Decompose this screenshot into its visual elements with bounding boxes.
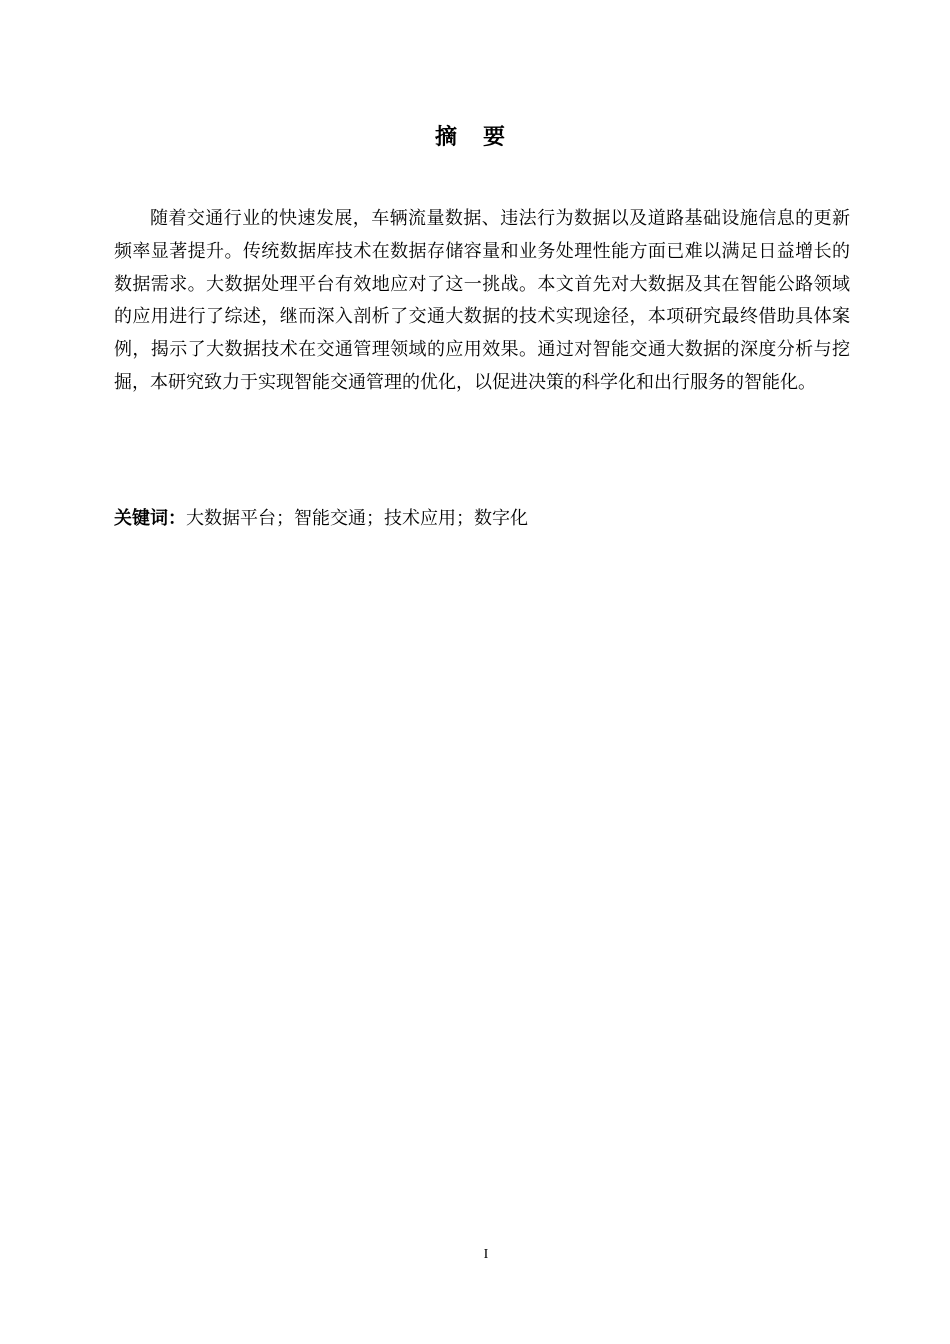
keywords-label: 关键词： <box>114 508 186 529</box>
keywords-list: 大数据平台；智能交通；技术应用；数字化 <box>186 508 528 529</box>
page-number: I <box>483 1247 489 1262</box>
keywords-line <box>114 503 850 535</box>
abstract-title: 摘要 <box>434 125 531 150</box>
abstract-body: 随着交通行业的快速发展，车辆流量数据、违法行为数据以及道路基础设施信息的更新频率显著提升。传统数据库技术在数据存储容量和业务处理性能方面已难以满足日益增长的数据需求。大数据处理平台有效地应对了这一挑战。本文首先对大数据及其在智能公路领域的应用进行了综述，继而深入剖析了交通大数据的技术实现途径，本项研究最终借助具体案例，揭示了大数据技术在交通管理领域的应用效果。通过对智能交通大数据的深度分析与挖掘，本研究致力于实现智能交通管理的优化，以促进决策的科学化和出行服务的智能化。 <box>114 208 850 393</box>
